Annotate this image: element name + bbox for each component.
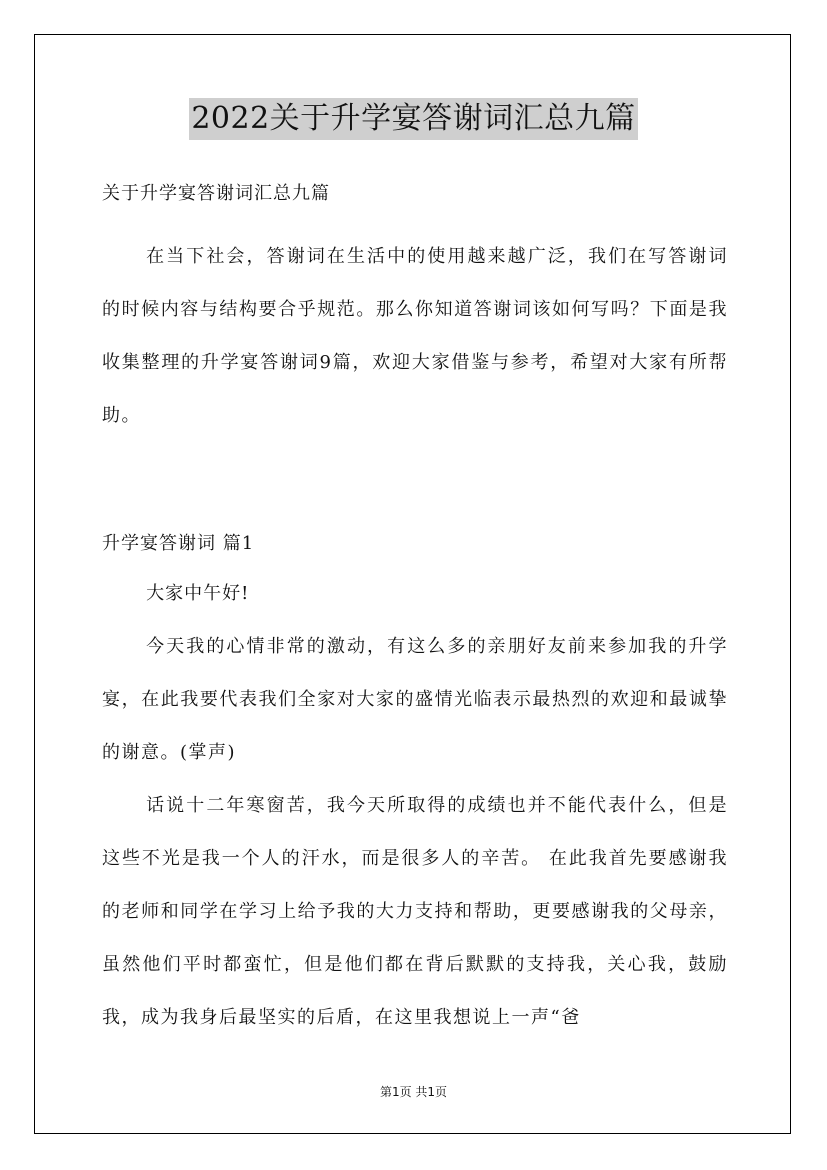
document-subtitle: 关于升学宴答谢词汇总九篇	[102, 183, 330, 204]
intro-paragraph: 在当下社会，答谢词在生活中的使用越来越广泛，我们在写答谢词的时候内容与结构要合乎规范。那么你知道答谢词该如何写吗？下面是我收集整理的升学宴答谢词9篇，欢迎大家借鉴与参考，希望对大家有所帮助。	[102, 246, 728, 426]
section-heading: 升学宴答谢词 篇1	[102, 533, 255, 554]
document-title: 2022关于升学宴答谢词汇总九篇	[189, 98, 637, 140]
body-paragraph-2: 话说十二年寒窗苦，我今天所取得的成绩也并不能代表什么，但是这些不光是我一个人的汗水，而是很多人的辛苦。 在此我首先要感谢我的老师和同学在学习上给予我的大力支持和帮助，更要感谢我的父母亲，虽然他们平时都蛮忙，但是他们都在背后默默的支持我，关心我，鼓励我，成为我身后最坚实的后盾，在这里我想说上一声“爸	[102, 795, 728, 1028]
title-container	[0, 98, 827, 140]
page-footer: 第1页 共1页	[379, 1085, 448, 1099]
greeting-line: 大家中午好!	[146, 583, 250, 604]
document-body	[102, 176, 728, 1044]
body-paragraph-1: 今天我的心情非常的激动，有这么多的亲朋好友前来参加我的升学宴，在此我要代表我们全家对大家的盛情光临表示最热烈的欢迎和最诚挚的谢意。(掌声)	[102, 636, 728, 763]
